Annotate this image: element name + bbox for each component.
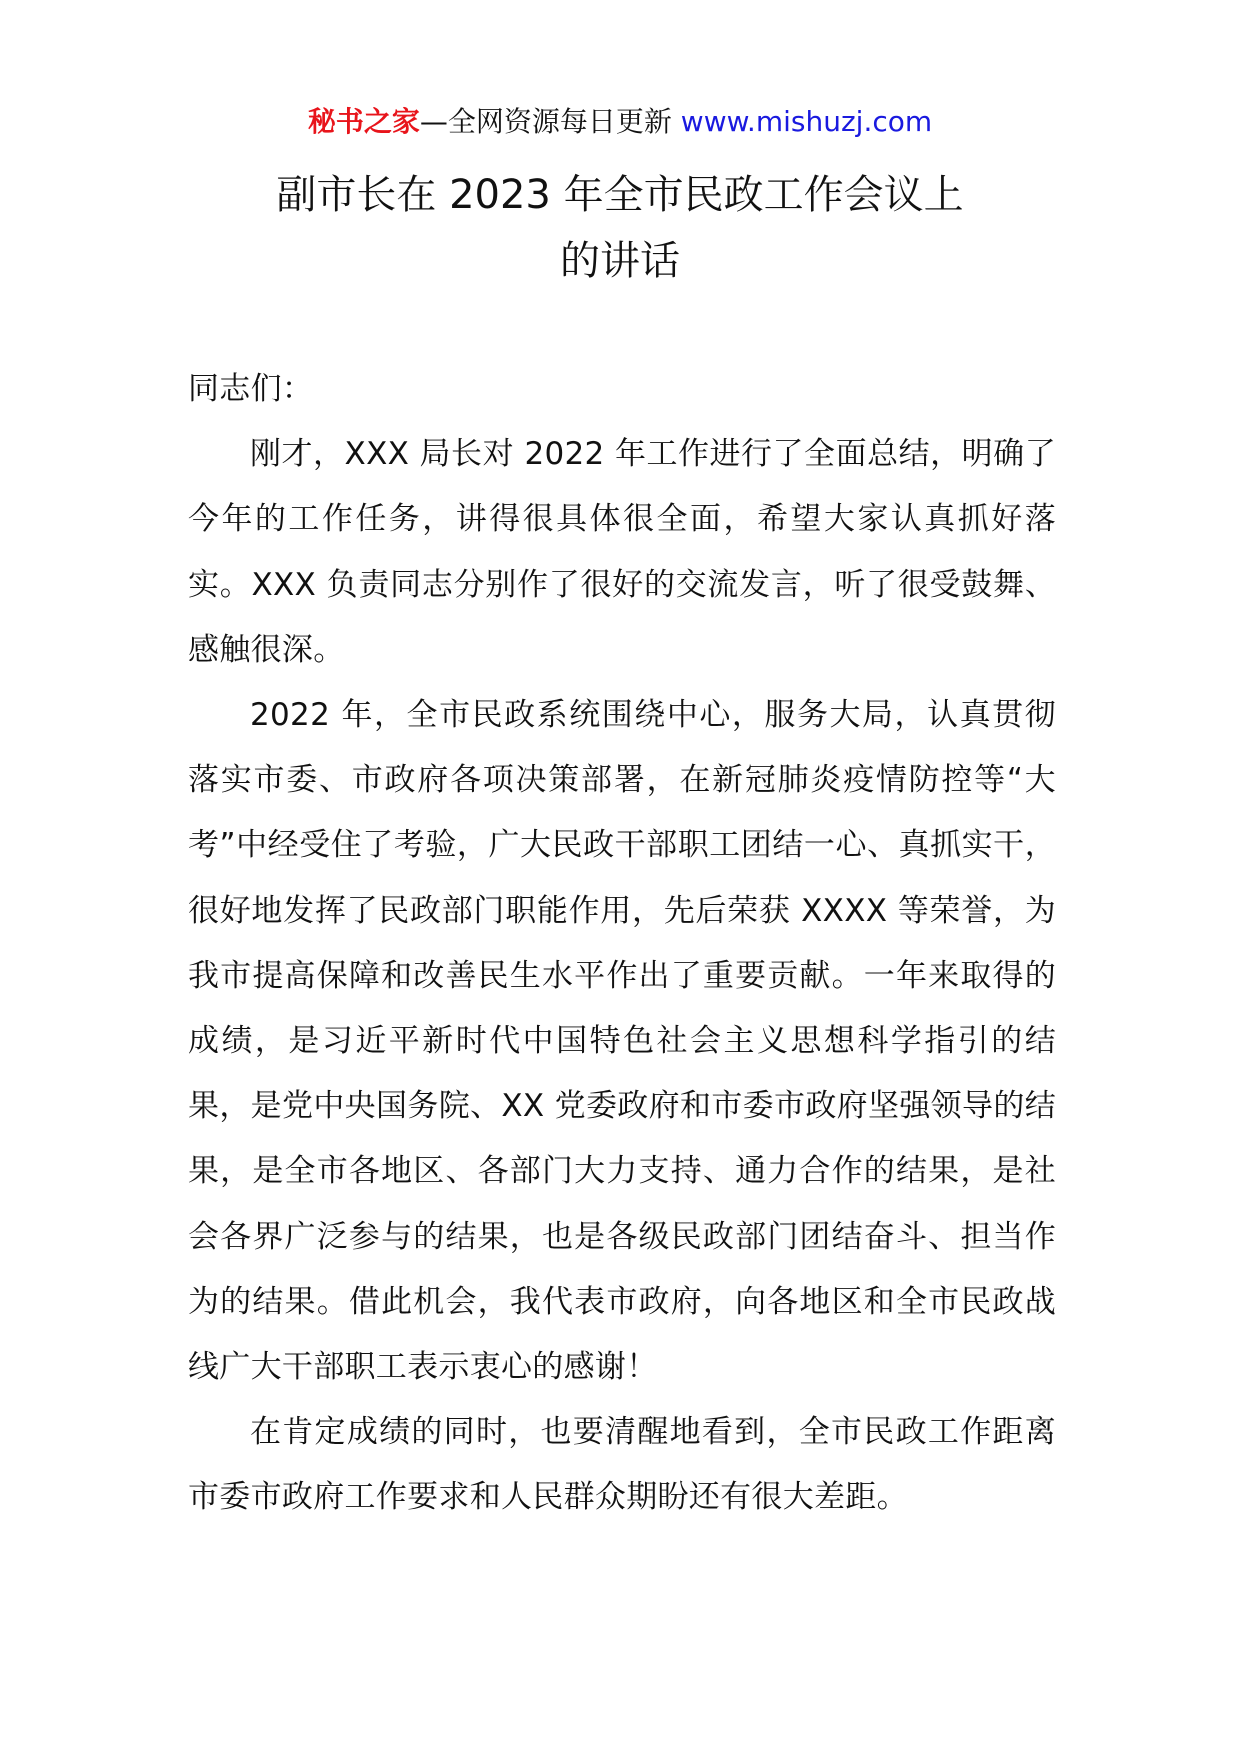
paragraph-2: 2022 年，全市民政系统围绕中心，服务大局，认真贯彻落实市委、市政府各项决策部署，在新冠肺炎疫情防控等“大考”中经受住了考验，广大民政干部职工团结一心、真抓实干，很好地发挥了民政部门职能作用，先后荣获 XXXX 等荣誉，为我市提高保障和改善民生水平作出了重要贡献。一年来取得的成绩，是习近平新时代中国特色社会主义思想科学指引的结果，是党中央国务院、XX 党委政府和市委市政府坚强领导的结果，是全市各地区、各部门大力支持、通力合作的结果，是社会各界广泛参与的结果，也是各级民政部门团结奋斗、担当作为的结果。借此机会，我代表市政府，向各地区和全市民政战线广大干部职工表示衷心的感谢！: [188, 697, 1056, 1386]
site-banner: [0, 102, 1240, 142]
speech-body: [188, 357, 1056, 1531]
title-line-2: 的讲话: [560, 238, 680, 284]
greeting: 同志们：: [188, 371, 314, 407]
document-title: [0, 162, 1240, 294]
brand-name: 秘书之家: [307, 105, 420, 138]
paragraph-3: 在肯定成绩的同时，也要清醒地看到，全市民政工作距离市委市政府工作要求和人民群众期盼还有很大差距。: [188, 1414, 1056, 1516]
paragraph-1: 刚才，XXX 局长对 2022 年工作进行了全面总结，明确了今年的工作任务，讲得很具体很全面，希望大家认真抓好落实。XXX 负责同志分别作了很好的交流发言，听了很受鼓舞、感触很深。: [188, 436, 1056, 668]
banner-tagline: —全网资源每日更新: [419, 105, 672, 138]
title-line-1: 副市长在 2023 年全市民政工作会议上: [276, 172, 964, 218]
site-url-link[interactable]: www.mishuzj.com: [680, 105, 933, 138]
